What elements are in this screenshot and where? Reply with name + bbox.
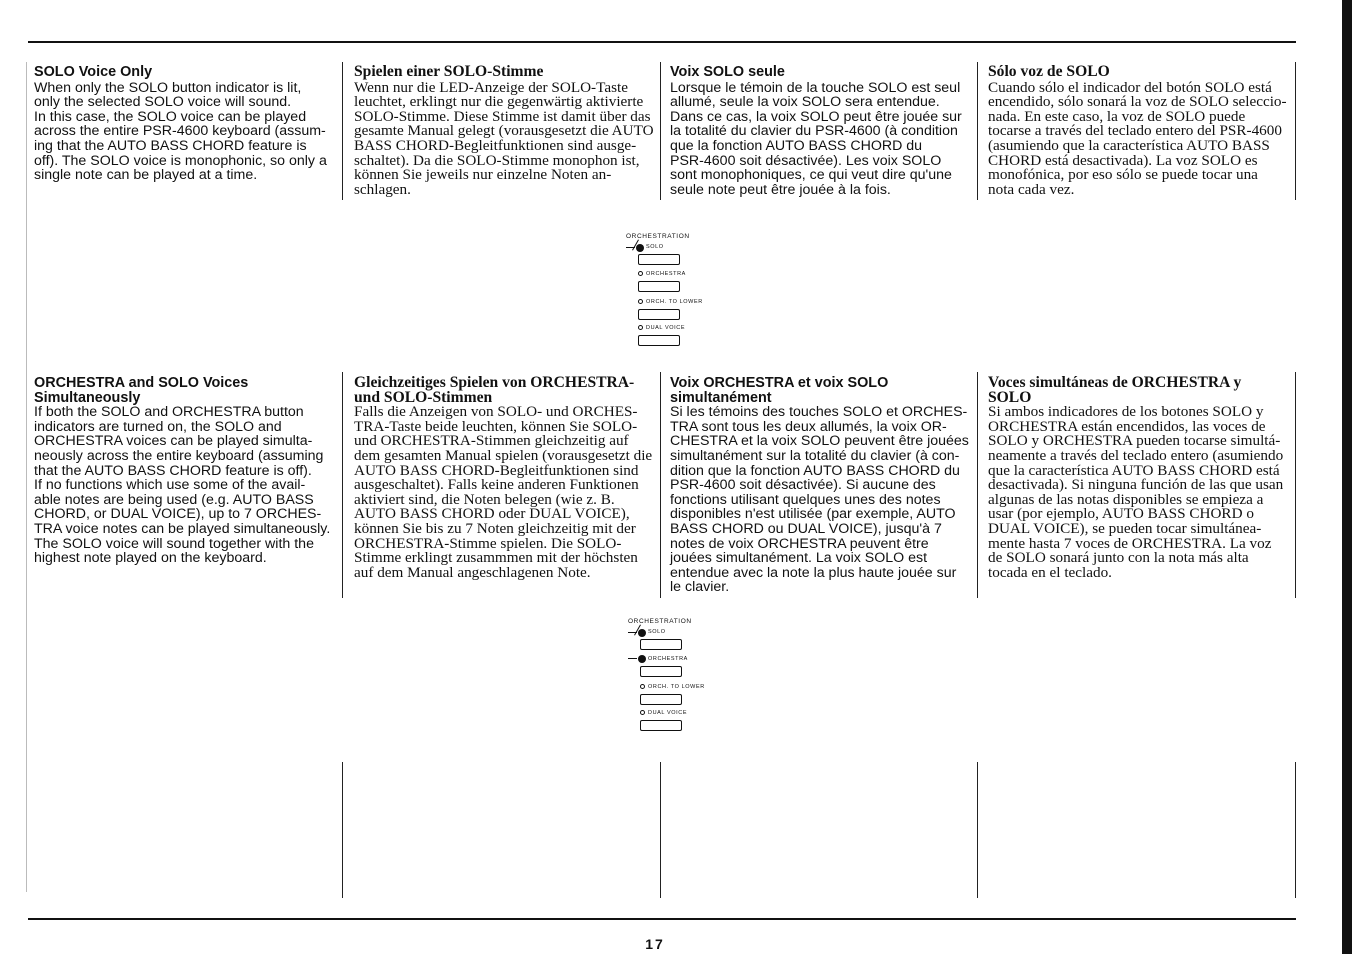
section-title: ORCHESTRA and SOLO Voices Simultaneously	[34, 375, 249, 406]
dual-voice-button[interactable]	[640, 720, 682, 731]
column-divider	[342, 62, 343, 200]
section-orch-solo-es	[988, 376, 1292, 580]
panel-header: ORCHESTRATION	[628, 618, 692, 625]
section-body: When only the SOLO button indicator is lit, only the selected SOLO voice will sound. In this case, the SOLO voice can be played across the entire PSR-4600 keyboard (assum- ing that the AUTO BASS CHORD feature is off). The SOLO voice is monophonic, so only a single note can be played at a time.	[34, 79, 327, 184]
orchestration-panel-orchestra-solo	[626, 617, 721, 742]
section-body: If both the SOLO and ORCHESTRA button indicators are turned on, the SOLO and ORCHESTRA voices can be played simulta- neously across the entire keyboard (assuming that the AUTO BASS CHORD feature is off). If no functions which use some of the avail- able notes are being used (e.g. AUTO BASS CHORD, or DUAL VOICE), up to 7 ORCHES- TRA voice notes can be played simultaneously. The SOLO voice will sound together with the highest note played on the keyboard.	[34, 404, 331, 567]
section-solo-only-fr	[670, 65, 972, 197]
led-lit-icon	[638, 655, 646, 663]
button-label: ORCHESTRA	[646, 271, 686, 277]
right-edge-bar	[1342, 0, 1352, 954]
section-body: Si ambos indicadores de los botones SOLO y ORCHESTRA están encendidos, las voces de SOLO y ORCHESTRA pueden tocarse simultá- neamente a través del teclado entero (asumiendo que la característica AUTO BASS CHORD está desactivada). Si ninguna función de las que usan algunas de las notas disponibles se empieza a usar (por ejemplo, AUTO BASS CHORD o DUAL VOICE), se pueden tocar simultánea- mente hasta 7 voces de ORCHESTRA. La voz de SOLO sonará junto con la nota más alta tocada en el teclado.	[988, 403, 1284, 581]
orchestra-button[interactable]	[640, 666, 682, 677]
section-orch-solo-en	[34, 376, 336, 566]
solo-button[interactable]	[640, 639, 682, 650]
section-title: Spielen einer SOLO-Stimme	[354, 63, 544, 80]
orch-to-lower-button[interactable]	[640, 694, 682, 705]
button-label: ORCHESTRA	[648, 656, 688, 662]
led-off-icon	[640, 684, 645, 689]
button-label: DUAL VOICE	[646, 325, 686, 331]
light-ray-icon	[626, 247, 635, 248]
column-divider	[342, 372, 343, 598]
solo-button[interactable]	[638, 254, 680, 265]
led-lit-icon	[636, 244, 644, 252]
section-title: Gleichzeitiges Spielen von ORCHESTRA- und SOLO-Stimmen	[354, 374, 635, 406]
button-label: ORCH. TO LOWER	[646, 299, 703, 305]
dual-voice-button[interactable]	[638, 335, 680, 346]
orchestration-panel-solo	[624, 232, 719, 357]
led-off-icon	[638, 271, 643, 276]
orch-to-lower-button[interactable]	[638, 309, 680, 320]
section-body: Lorsque le témoin de la touche SOLO est seul allumé, seule la voix SOLO sera entendue. Dans ce cas, la voix SOLO peut être jouée sur la totalité du clavier du PSR-4600 (à condition que la fonction AUTO BASS CHORD du PSR-4600 soit désactivée). Les voix SOLO sont monophoniques, ce qui veut dire qu'une seule note peut être jouée à la fois.	[670, 79, 962, 198]
column-divider	[342, 762, 343, 898]
button-label: SOLO	[648, 629, 666, 635]
panel-header: ORCHESTRATION	[626, 233, 690, 240]
section-orch-solo-de	[354, 376, 656, 580]
section-title: SOLO Voice Only	[34, 64, 153, 80]
led-off-icon	[638, 299, 643, 304]
column-divider	[660, 372, 661, 598]
column-divider	[1295, 762, 1296, 898]
led-lit-icon	[638, 629, 646, 637]
section-body: Falls die Anzeigen von SOLO- und ORCHES- TRA-Taste beide leuchten, können Sie SOLO- und ORCHESTRA-Stimmen gleichzeitig auf dem gesamten Manual spielen (vorausgesetzt die AUTO BASS CHORD-Begleitfunktionen sind ausgeschaltet). Falls keine anderen Funktionen aktiviert sind, die Noten belegen (wie z. B. AUTO BASS CHORD oder DUAL VOICE), können Sie bis zu 7 Noten gleichzeitig mit der ORCHESTRA-Stimme spielen. Die SOLO- Stimme erklingt zusammmen mit der höchsten auf dem Manual angeschlagenen Note.	[354, 403, 653, 581]
section-solo-only-en	[34, 65, 336, 183]
section-solo-only-de	[354, 65, 656, 197]
page-number: 17	[645, 936, 665, 952]
button-label: SOLO	[646, 244, 664, 250]
button-label: ORCH. TO LOWER	[648, 684, 705, 690]
section-solo-only-es	[988, 65, 1292, 197]
section-title: Voix ORCHESTRA et voix SOLO simultanément	[670, 375, 889, 406]
section-body: Cuando sólo el indicador del botón SOLO está encendido, sólo sonará la voz de SOLO seleccio- nada. En este caso, la voz de SOLO puede tocarse a través del teclado entero del PSR-4600 (asumiendo que la característica AUTO BASS CHORD está desactivada). La voz SOLO es monofónica, por eso sólo se puede tocar una nota cada vez.	[988, 78, 1287, 198]
orchestra-button[interactable]	[638, 281, 680, 292]
column-divider	[660, 762, 661, 898]
column-divider	[660, 62, 661, 200]
section-body: Wenn nur die LED-Anzeige der SOLO-Taste leuchtet, erklingt nur die gegenwärtig aktivierte SOLO-Stimme. Diese Stimme ist damit über das gesamte Manual gelegt (vorausgesetzt die AUTO BASS CHORD-Begleitfunktionen sind ausge- schaltet). Da die SOLO-Stimme monophon ist, können Sie jeweils nur einzelne Noten an- schlagen.	[354, 78, 654, 198]
section-title: Voces simultáneas de ORCHESTRA y SOLO	[988, 374, 1242, 406]
light-ray-icon	[628, 632, 637, 633]
light-ray-icon	[628, 658, 637, 659]
column-divider	[1295, 372, 1296, 598]
top-rule	[28, 41, 1296, 43]
left-margin-line	[26, 62, 27, 892]
column-divider	[977, 762, 978, 898]
column-divider	[977, 372, 978, 598]
column-divider	[977, 62, 978, 200]
section-orch-solo-fr	[670, 376, 972, 595]
led-off-icon	[638, 325, 643, 330]
button-label: DUAL VOICE	[648, 710, 688, 716]
section-body: Si les témoins des touches SOLO et ORCHES- TRA sont tous les deux allumés, la voix OR- CHESTRA et la voix SOLO peuvent être jouées simultanément sur la totalité du clavier (à con- dition que la fonction AUTO BASS CHORD du PSR-4600 soit désactivée). Si aucune des fonctions utilisant quelques unes des notes disponibles n'est utilisée (par exemple, AUTO BASS CHORD ou DUAL VOICE), jusqu'à 7 notes de voix ORCHESTRA peuvent être jouées simultanément. La voix SOLO est entendue avec la note la plus haute jouée sur le clavier.	[670, 404, 969, 596]
led-off-icon	[640, 710, 645, 715]
section-title: Sólo voz de SOLO	[988, 63, 1110, 80]
column-divider	[1295, 62, 1296, 200]
section-title: Voix SOLO seule	[670, 64, 785, 80]
bottom-rule	[28, 918, 1296, 920]
